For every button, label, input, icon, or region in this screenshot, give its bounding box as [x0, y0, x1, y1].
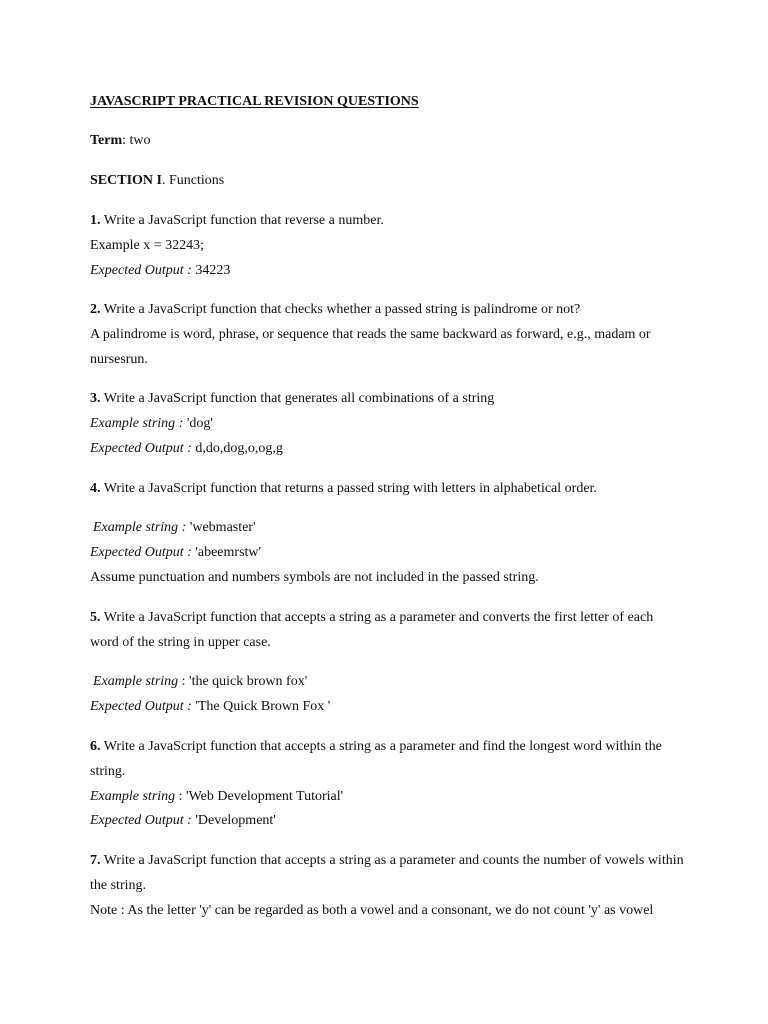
- question-4: [90, 480, 597, 498]
- question-text: Write a JavaScript function that accepts a string as a parameter and find the longest word within the: [100, 739, 662, 754]
- example-string-value: : 'the quick brown fox': [178, 674, 308, 689]
- example-string-value: 'dog': [186, 416, 213, 431]
- question-2: [90, 301, 580, 319]
- question-3-example: [90, 415, 213, 433]
- question-number: 4.: [90, 481, 101, 496]
- expected-output-value: 34223: [195, 263, 231, 278]
- question-text: Write a JavaScript function that returns a passed string with letters in alphabetical order.: [100, 481, 597, 496]
- question-6-example: [90, 788, 343, 806]
- question-5-example: [93, 673, 307, 691]
- question-5-output: [90, 698, 330, 716]
- question-1-output: [90, 262, 230, 280]
- question-4-note: Assume punctuation and numbers symbols are not included in the passed string.: [90, 570, 539, 585]
- expected-output-label: Expected Output :: [90, 813, 196, 828]
- question-text: Write a JavaScript function that accepts a string as a parameter and converts the first letter of each: [100, 610, 654, 625]
- expected-output-value: d,do,dog,o,og,g: [195, 441, 283, 456]
- question-5-line-2: word of the string in upper case.: [90, 635, 271, 650]
- question-number: 5.: [90, 610, 101, 625]
- question-number: 3.: [90, 391, 101, 406]
- section-heading: [90, 172, 224, 190]
- question-number: 2.: [90, 302, 101, 317]
- term-value: : two: [122, 133, 151, 148]
- question-text: Write a JavaScript function that generates all combinations of a string: [100, 391, 495, 406]
- question-number: 1.: [90, 213, 101, 228]
- document-title: JAVASCRIPT PRACTICAL REVISION QUESTIONS: [90, 94, 419, 109]
- question-6-output: [90, 812, 276, 830]
- question-number: 7.: [90, 853, 101, 868]
- question-4-example: [93, 519, 256, 537]
- question-4-output: [90, 544, 261, 562]
- example-string-value: : 'Web Development Tutorial': [175, 789, 344, 804]
- expected-output-value: 'Development': [195, 813, 276, 828]
- question-6: [90, 738, 662, 756]
- question-5: [90, 609, 653, 627]
- question-6-line-2: string.: [90, 764, 126, 779]
- question-number: 6.: [90, 739, 101, 754]
- expected-output-value: 'The Quick Brown Fox ': [195, 699, 331, 714]
- question-3-output: [90, 440, 283, 458]
- question-2-line-2: A palindrome is word, phrase, or sequence that reads the same backward as forward, e.g., madam or: [90, 327, 651, 342]
- example-string-value: 'webmaster': [189, 520, 256, 535]
- question-7-note: Note : As the letter 'y' can be regarded as both a vowel and a consonant, we do not count 'y' as vowel: [90, 903, 654, 918]
- question-text: Write a JavaScript function that accepts a string as a parameter and counts the number of vowels within: [100, 853, 684, 868]
- example-string-label: Example string: [90, 789, 176, 804]
- expected-output-value: 'abeemrstw': [195, 545, 262, 560]
- term-label: Term: [90, 133, 123, 148]
- question-1-example: Example x = 32243;: [90, 238, 205, 253]
- term-line: [90, 132, 151, 150]
- expected-output-label: Expected Output :: [90, 545, 196, 560]
- question-7-line-2: the string.: [90, 878, 146, 893]
- example-string-label: Example string: [93, 674, 179, 689]
- question-text: Write a JavaScript function that reverse a number.: [100, 213, 384, 228]
- question-1: [90, 212, 384, 230]
- example-string-label: Example string :: [90, 416, 187, 431]
- expected-output-label: Expected Output :: [90, 263, 196, 278]
- expected-output-label: Expected Output :: [90, 699, 196, 714]
- section-value: . Functions: [161, 173, 225, 188]
- expected-output-label: Expected Output :: [90, 441, 196, 456]
- question-7: [90, 852, 684, 870]
- example-string-label: Example string :: [93, 520, 190, 535]
- section-label: SECTION I: [90, 173, 162, 188]
- question-2-line-3: nursesrun.: [90, 352, 148, 367]
- question-3: [90, 390, 494, 408]
- question-text: Write a JavaScript function that checks whether a passed string is palindrome or not?: [100, 302, 581, 317]
